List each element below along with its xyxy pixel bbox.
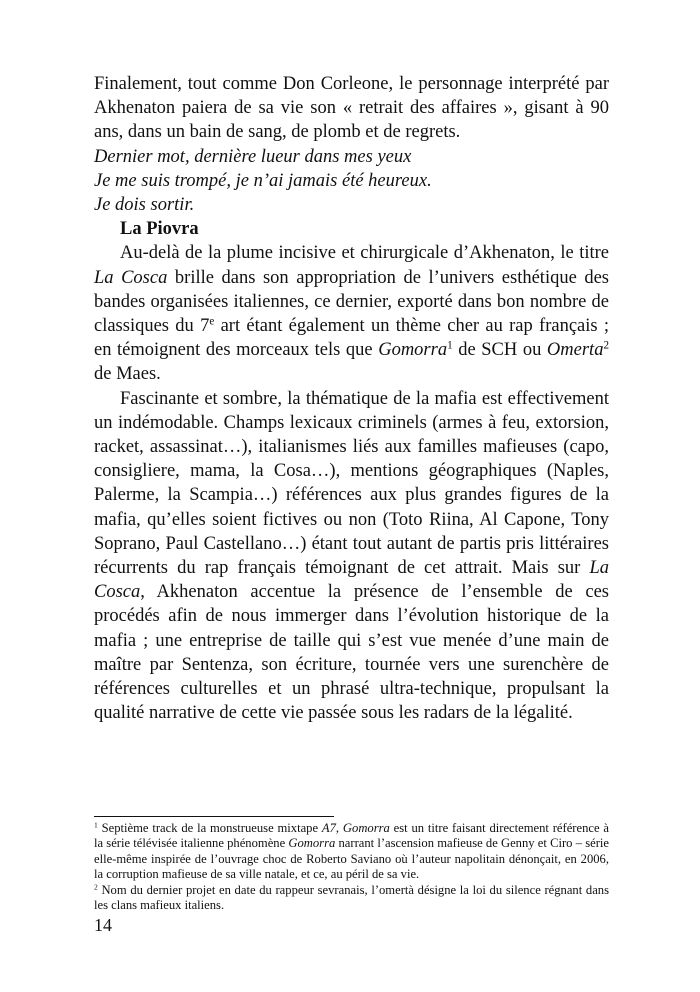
- verse-line: Dernier mot, dernière lueur dans mes yeux: [94, 146, 412, 167]
- ordinal-superscript: e: [209, 315, 215, 328]
- footnote-2: $^2$ Nom du dernier projet en date du rappeur sevranais, l’omertà désigne la loi du silence régnant dans les clans mafieux italiens.: [94, 882, 609, 913]
- title-italic: Gomorra: [378, 340, 448, 361]
- footnote-number: 1: [94, 820, 98, 830]
- title-italic: La Cosca: [94, 267, 168, 288]
- footnote-number: 2: [94, 882, 98, 892]
- section-title: La Piovra: [120, 219, 199, 240]
- paragraph-mafia-theme: Fascinante et sombre, la thématique de la mafia est effectivement un indémodable. Champs lexicaux criminels (armes à feu, extorsion, racket, assassinat…), italianismes liés aux familles mafieuses (capo, consigliere, mama, la Cosa…), mentions géographiques (Naples, Palerme, la Scampia…) références aux plus grandes figures de la mafia, qu’elles soient fictives ou non (Toto Riina, Al Capone, Tony Soprano, Paul Castellano…) étant tout autant de partis pris littéraires récurrents du rap français témoignant de cet attrait. Mais sur La Cosca, Akhenaton accentue la présence de l’ensemble de ces procédés afin de nous immerger dans l’évolution historique de la mafia ; une entreprise de taille qui s’est vue menée d’une main de maître par Sentenza, son écriture, tournée vers une surenchère de références culturelles et un phrasé ultra-technique, propulsant la qualité narrative de cette vie passée sous les radars de la légalité.: [94, 388, 609, 724]
- paragraph-la-cosca: Au-delà de la plume incisive et chirurgicale d’Akhenaton, le titre La Cosca brille dans son appropriation de l’univers esthétique des bandes organisées italiennes, ce dernier, exporté dans bon nombre de classiques du 7e art étant également un thème cher au rap français ; en témoignent des morceaux tels que Gomorra$^1$ de SCH ou Omerta$^2$ de Maes.: [94, 243, 610, 385]
- body-text: [94, 72, 609, 725]
- title-italic: La Cosca: [94, 558, 609, 603]
- footnote-ref-2[interactable]: 2: [603, 339, 609, 352]
- title-italic: Omerta: [546, 340, 604, 361]
- footnote-separator: [94, 816, 334, 817]
- footnotes: [94, 821, 609, 913]
- footnote-1: $^1$ Septième track de la monstrueuse mixtape A7, Gomorra est un titre faisant directement référence à la série télévisée italienne phénomène Gomorra narrant l’ascension mafieuse de Genny et Ciro – série elle-même inspirée de l’ouvrage choc de Roberto Saviano où l’auteur napolitain dénonçait, en 2006, la corruption mafieuse de sa ville natale, et ce, au péril de sa vie.: [94, 820, 610, 882]
- verse-line: Je dois sortir.: [94, 195, 195, 216]
- verse-line: Je me suis trompé, je n’ai jamais été heureux.: [94, 170, 432, 191]
- intro-paragraph: Finalement, tout comme Don Corleone, le personnage interprété par Akhenaton paiera de sa vie son « retrait des affaires », gisant à 90 ans, dans un bain de sang, de plomb et de regrets.: [94, 74, 609, 143]
- page-number: 14: [94, 915, 112, 935]
- footnote-ref-1[interactable]: 1: [447, 339, 453, 352]
